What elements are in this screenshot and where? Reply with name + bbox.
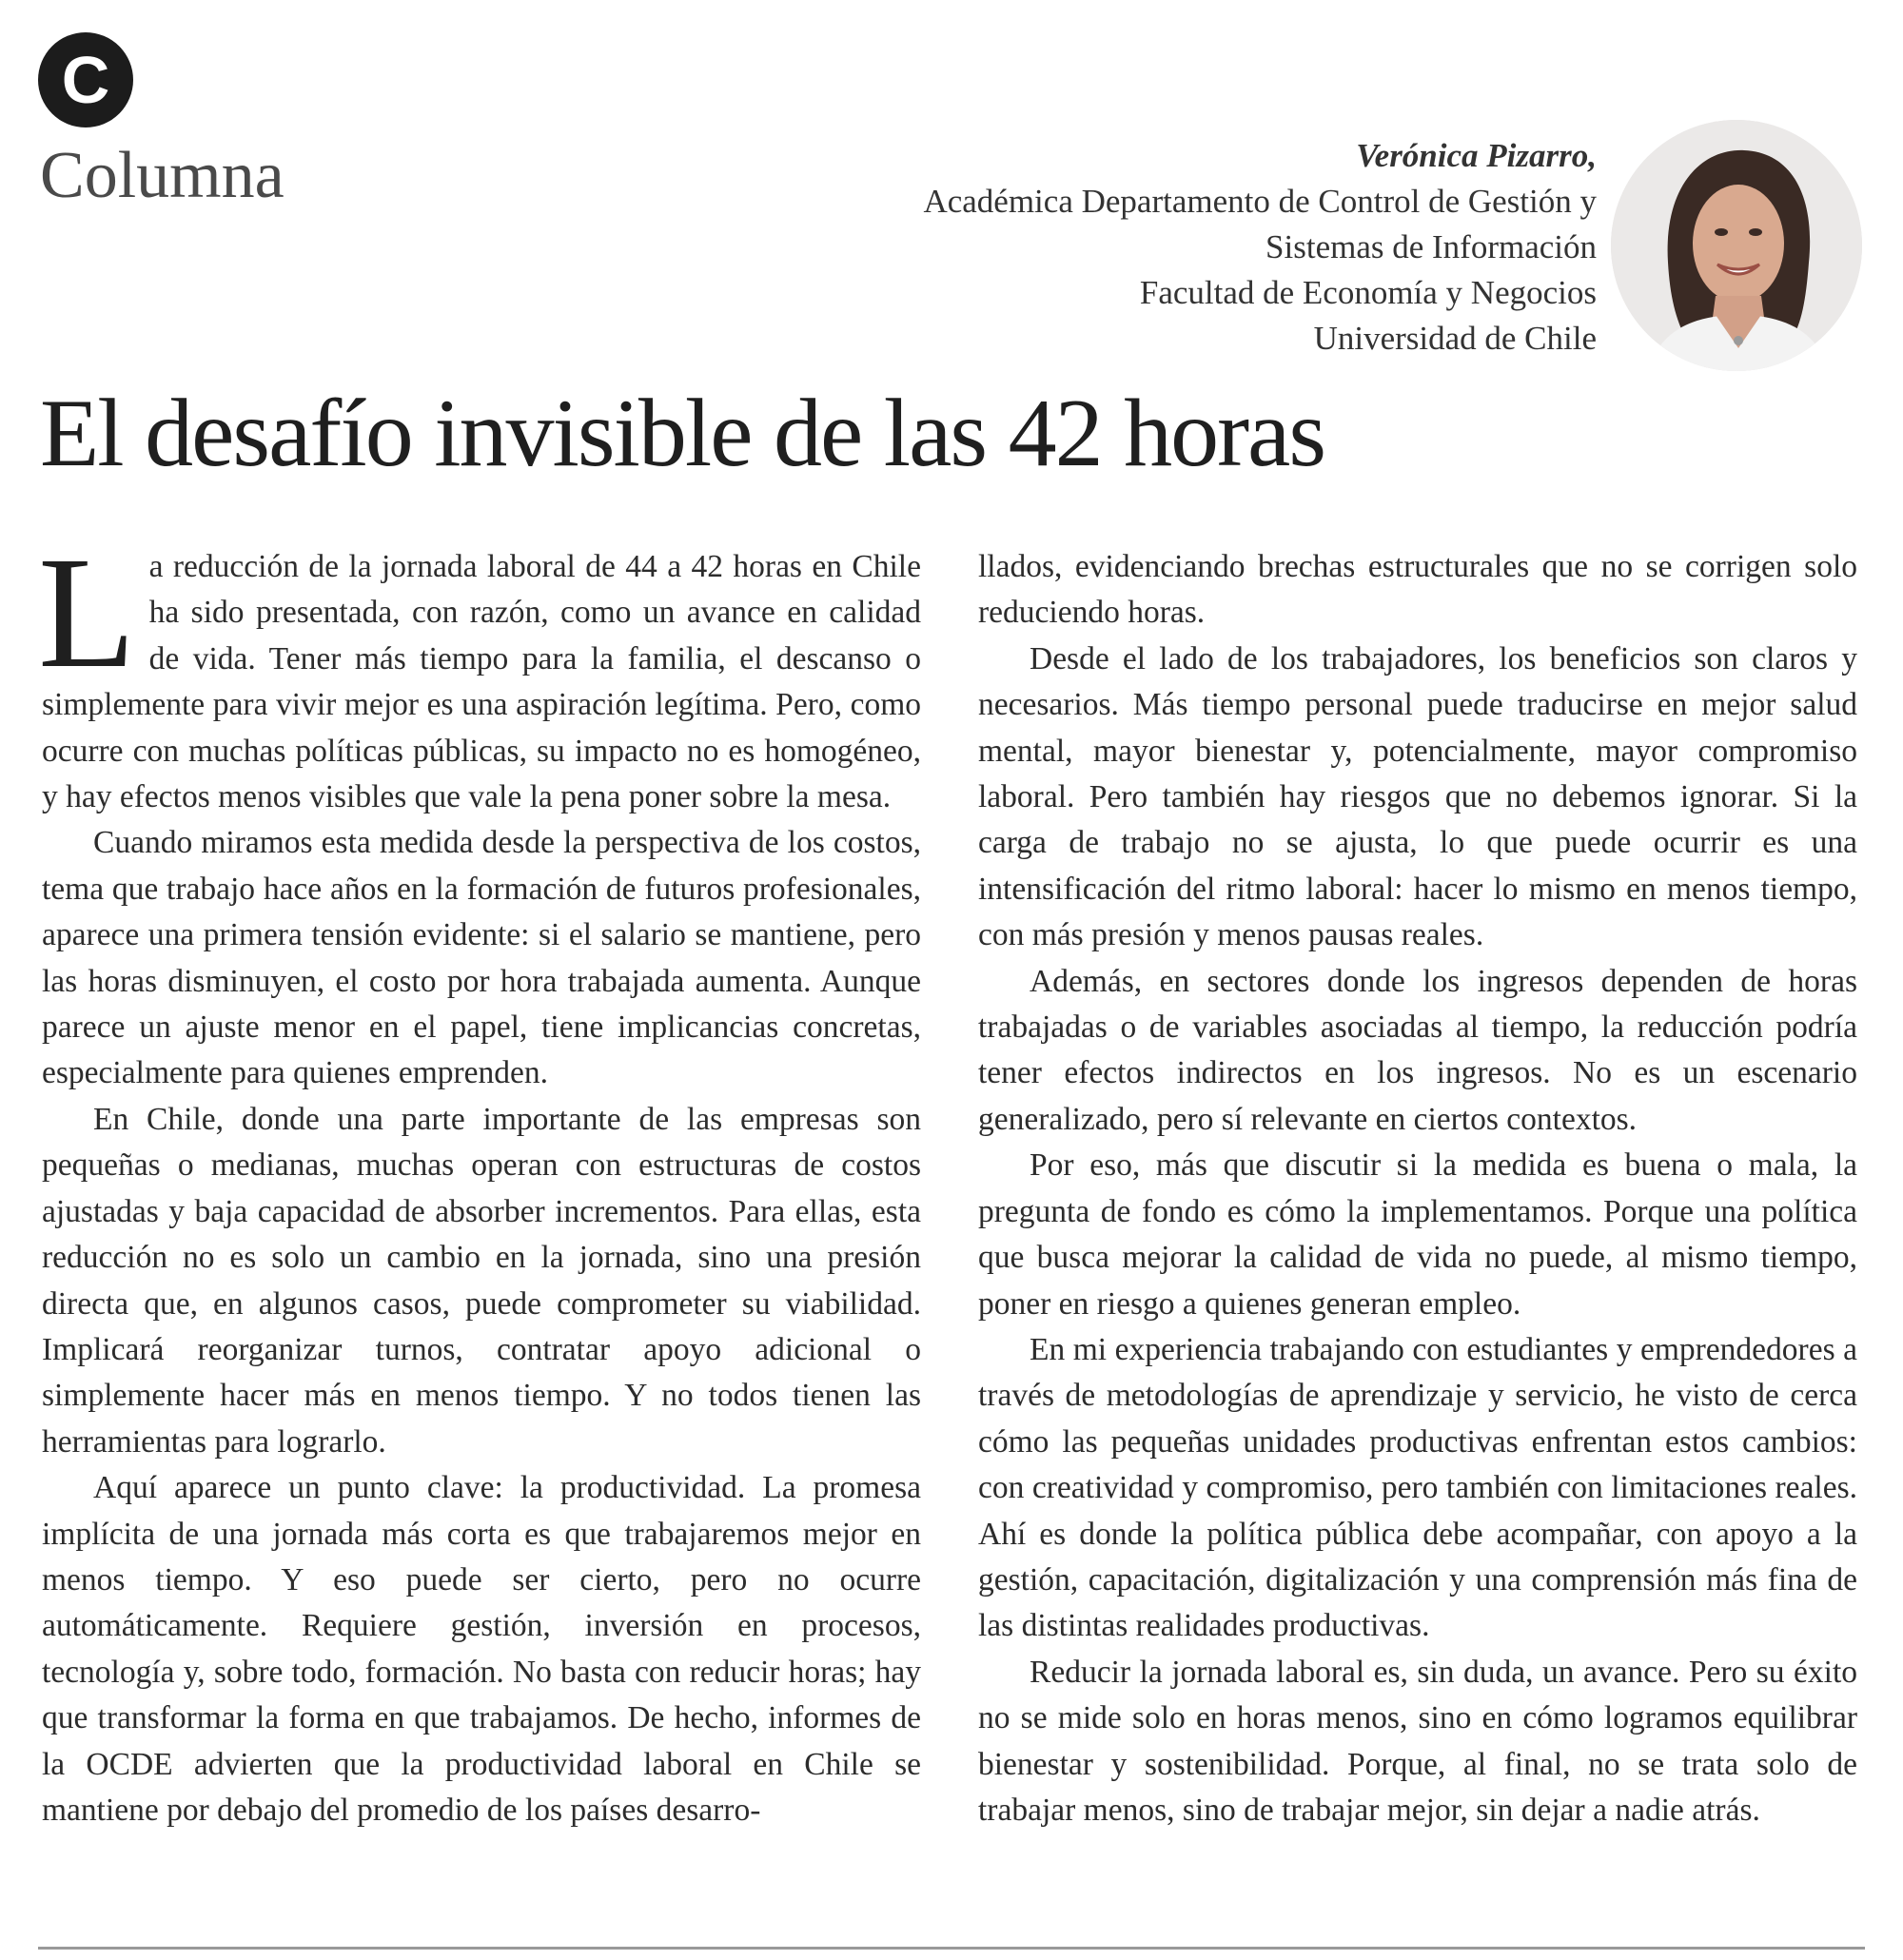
author-title-line: Universidad de Chile [1313, 320, 1597, 357]
author-photo [1611, 120, 1862, 371]
article-paragraph: En mi experiencia trabajando con estudiantes y emprendedores a través de metodologías de aprendizaje y servicio, he visto de cerca cómo las pequeñas unidades productivas enfrentan estos cambios: con creatividad y compromiso, pero también con limitaciones reales. Ahí es donde la política pública debe acompañar, con apoyo a la gestión, capacitación, digitalización y una comprensión más fina de las distintas realidades productivas. [978, 1331, 1857, 1644]
article-paragraph: Por eso, más que discutir si la medida es buena o mala, la pregunta de fondo es cómo la implementamos. Porque una política que busca mejorar la calidad de vida no puede, al mismo tiempo, poner en riesgo a quienes generan empleo. [978, 1147, 1857, 1322]
author-title-line: Académica Departamento de Control de Gestión y [923, 183, 1597, 220]
headline: El desafío invisible de las 42 horas [40, 380, 1325, 487]
author-title-line: Sistemas de Información [1265, 228, 1597, 265]
article-column-right [978, 544, 1857, 1833]
article-paragraph: Aquí aparece un punto clave: la productividad. La promesa implícita de una jornada más corta es que trabajaremos mejor en menos tiempo. Y eso puede ser cierto, pero no ocurre automáticamente. Requiere gestión, inversión en procesos, tecnología y, sobre todo, formación. No basta con reducir horas; hay que transformar la forma en que trabajamos. De hecho, informes de la OCDE advierten que la productividad laboral en Chile se mantiene por debajo del promedio de los países desarro- [42, 1470, 921, 1828]
article-paragraph: Cuando miramos esta medida desde la perspectiva de los costos, tema que trabajo hace años en la formación de futuros profesionales, aparece una primera tensión evidente: si el salario se mantiene, pero las horas disminuyen, el costo por hora trabajada aumenta. Aunque parece un ajuste menor en el papel, tiene implicancias concretas, especialmente para quienes emprenden. [42, 825, 921, 1091]
section-label: Columna [40, 139, 284, 212]
bottom-rule [38, 1947, 1865, 1950]
byline [923, 133, 1597, 362]
author-name: Verónica Pizarro, [1356, 137, 1597, 174]
article-paragraph: La reducción de la jornada laboral de 44 a 42 horas en Chile ha sido presentada, con razón, como un avance en calidad de vida. Tener más tiempo para la familia, el descanso o simplemente para vivir mejor es una aspiración legítima. Pero, como ocurre con muchas políticas públicas, su impacto no es homogéneo, y hay efectos menos visibles que vale la pena poner sobre la mesa. [38, 524, 921, 815]
article-column-left [38, 524, 921, 1833]
article-paragraph: Reducir la jornada laboral es, sin duda, un avance. Pero su éxito no se mide solo en horas menos, sino en cómo logramos equilibrar bienestar y sostenibilidad. Porque, al final, no se trata solo de trabajar menos, sino de trabajar mejor, sin dejar a nadie atrás. [978, 1654, 1857, 1828]
article-paragraph: En Chile, donde una parte importante de las empresas son pequeñas o medianas, muchas operan con estructuras de costos ajustadas y baja capacidad de absorber incrementos. Para ellas, esta reducción no es solo un cambio en la jornada, sino una presión directa que, en algunos casos, puede comprometer su viabilidad. Implicará reorganizar turnos, contratar apoyo adicional o simplemente hacer más en menos tiempo. Y no todos tienen las herramientas para lograrlo. [42, 1101, 921, 1460]
article-paragraph: Desde el lado de los trabajadores, los beneficios son claros y necesarios. Más tiempo personal puede traducirse en mejor salud mental, mayor bienestar y, potencialmente, mayor compromiso laboral. Pero también hay riesgos que no debemos ignorar. Si la carga de trabajo no se ajusta, lo que puede ocurrir es una intensificación del ritmo laboral: hacer lo mismo en menos tiempo, con más presión y menos pausas reales. [978, 640, 1857, 953]
article-paragraph: llados, evidenciando brechas estructurales que no se corrigen solo reduciendo horas. [978, 549, 1857, 631]
column-badge: C [38, 32, 133, 127]
article-paragraph: Además, en sectores donde los ingresos dependen de horas trabajadas o de variables asociadas al tiempo, la reducción podría tener efectos indirectos en los ingresos. No es un escenario generalizado, pero sí relevante en ciertos contextos. [978, 963, 1857, 1137]
author-title-line: Facultad de Economía y Negocios [1139, 274, 1597, 311]
drop-cap: L [38, 524, 136, 701]
